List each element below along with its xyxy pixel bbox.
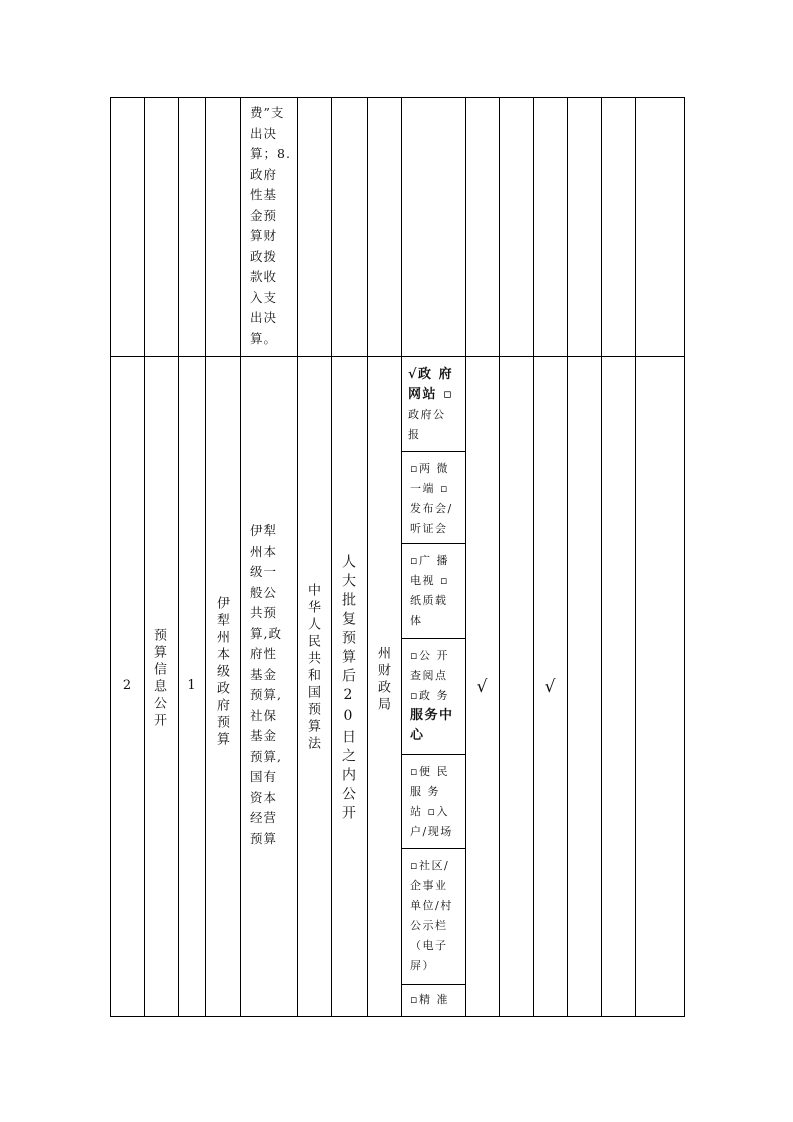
- channel-line: 服 务: [410, 785, 440, 798]
- channel-line: ▫便 民: [410, 765, 449, 778]
- content-line: 基金: [250, 666, 278, 682]
- table-border-top: [110, 97, 684, 98]
- col-line: [533, 97, 534, 1017]
- content-line: 级一: [250, 564, 278, 579]
- col-line: [178, 97, 179, 1017]
- content-line: 州本: [250, 543, 278, 559]
- channel-line: 听证会: [410, 522, 448, 535]
- content-line: 算财: [250, 228, 278, 243]
- channel-line: 屏）: [410, 959, 435, 972]
- channel-line: 站 ▫入: [410, 805, 449, 818]
- content-line: 伊犁: [250, 523, 278, 538]
- content-line: 性基: [250, 187, 278, 202]
- col-line: [331, 97, 332, 1017]
- channel-line: 电视 ▫: [410, 574, 449, 587]
- channel-divider: [401, 754, 465, 755]
- check-mark: √: [476, 677, 488, 697]
- channel-line: ▫两 微: [410, 462, 449, 475]
- channel-block-precise: [410, 990, 464, 1010]
- row2-time-limit: 人大批复预算后20日之内公开: [340, 554, 356, 824]
- content-line: 府性: [250, 646, 278, 661]
- channel-divider: [401, 451, 465, 452]
- channel-block-bulletin: [410, 856, 464, 976]
- row2-basis: 中华人民共和国预算法: [305, 583, 320, 753]
- content-line: 预算,: [250, 748, 282, 764]
- row2-agency: 州财政局: [375, 646, 390, 714]
- channel-block-public-access: [410, 646, 464, 746]
- content-line: 算。: [250, 330, 278, 346]
- content-line: 经营: [250, 810, 278, 825]
- channel-line: 纸质载: [410, 594, 448, 607]
- content-line: 出决: [250, 125, 278, 141]
- channel-line: √政 府: [408, 367, 454, 382]
- col-line: [401, 97, 402, 1017]
- content-line: 费”支: [250, 105, 285, 120]
- channel-line: 公示栏: [410, 919, 448, 932]
- col-line: [465, 97, 466, 1017]
- content-line: 算；8.: [250, 146, 291, 161]
- channel-line: （电子: [410, 939, 448, 952]
- channel-line: 发布会/: [410, 502, 453, 515]
- content-line: 出决: [250, 310, 278, 325]
- channel-divider: [401, 848, 465, 849]
- channel-line: 户/现场: [410, 825, 453, 838]
- row-divider: [110, 356, 684, 357]
- channel-line: 体: [410, 614, 423, 627]
- content-line: 共预: [250, 605, 278, 620]
- channel-line: ▫社区/: [410, 859, 450, 872]
- channel-line: 政府公: [408, 408, 446, 421]
- row2-seq: 2: [122, 678, 132, 693]
- content-line: 国有: [250, 769, 278, 784]
- channel-divider: [401, 638, 465, 639]
- channel-line: 服务中: [410, 708, 454, 723]
- row2-item: 伊犁州本级政府预算: [214, 596, 229, 749]
- channel-line: 查阅点: [410, 669, 448, 682]
- content-line: 入支: [250, 289, 278, 305]
- table-border-bottom: [110, 1016, 684, 1017]
- channel-block-service-station: [410, 762, 464, 842]
- content-line: 预算: [250, 830, 278, 846]
- content-line: 社保: [250, 707, 278, 723]
- content-line: 政拨: [250, 248, 278, 264]
- channel-block-website: [408, 365, 462, 445]
- col-line: [367, 97, 368, 1017]
- col-line: [635, 97, 636, 1017]
- col-line: [297, 97, 298, 1017]
- channel-line: 报: [408, 428, 421, 441]
- channel-line: 网站 ▫: [408, 387, 454, 402]
- channel-line: 心: [410, 728, 425, 743]
- channel-block-weibo: [410, 459, 464, 539]
- channel-line: ▫精 准: [410, 993, 449, 1006]
- col-line: [110, 97, 111, 1017]
- content-line: 般公: [250, 584, 278, 600]
- row2-sub-seq: 1: [187, 678, 196, 693]
- content-line: 基金: [250, 728, 278, 743]
- content-line: 政府: [250, 166, 278, 182]
- col-line: [601, 97, 602, 1017]
- channel-divider: [401, 984, 465, 985]
- row2-content-cell: [250, 521, 296, 849]
- channel-line: 一端 ▫: [410, 482, 449, 495]
- col-line: [144, 97, 145, 1017]
- channel-line: ▫广 播: [410, 554, 449, 567]
- content-line: 资本: [250, 789, 278, 805]
- channel-line: ▫公 开: [410, 649, 449, 662]
- col-line: [240, 97, 241, 1017]
- content-line: 金预: [250, 207, 278, 223]
- content-line: 款收: [250, 269, 278, 284]
- channel-line: ▫政 务: [410, 689, 449, 702]
- row2-category: 预算信息公开: [151, 628, 166, 730]
- channel-line: 单位/村: [410, 899, 453, 912]
- channel-block-broadcast: [410, 551, 464, 631]
- col-line: [205, 97, 206, 1017]
- row1-content-cell: [250, 103, 296, 349]
- col-line: [684, 97, 685, 1017]
- check-mark: √: [544, 677, 556, 697]
- content-line: 预算,: [250, 687, 282, 702]
- col-line: [499, 97, 500, 1017]
- content-line: 算,政: [250, 625, 282, 641]
- channel-divider: [401, 543, 465, 544]
- channel-line: 企事业: [410, 879, 448, 892]
- col-line: [567, 97, 568, 1017]
